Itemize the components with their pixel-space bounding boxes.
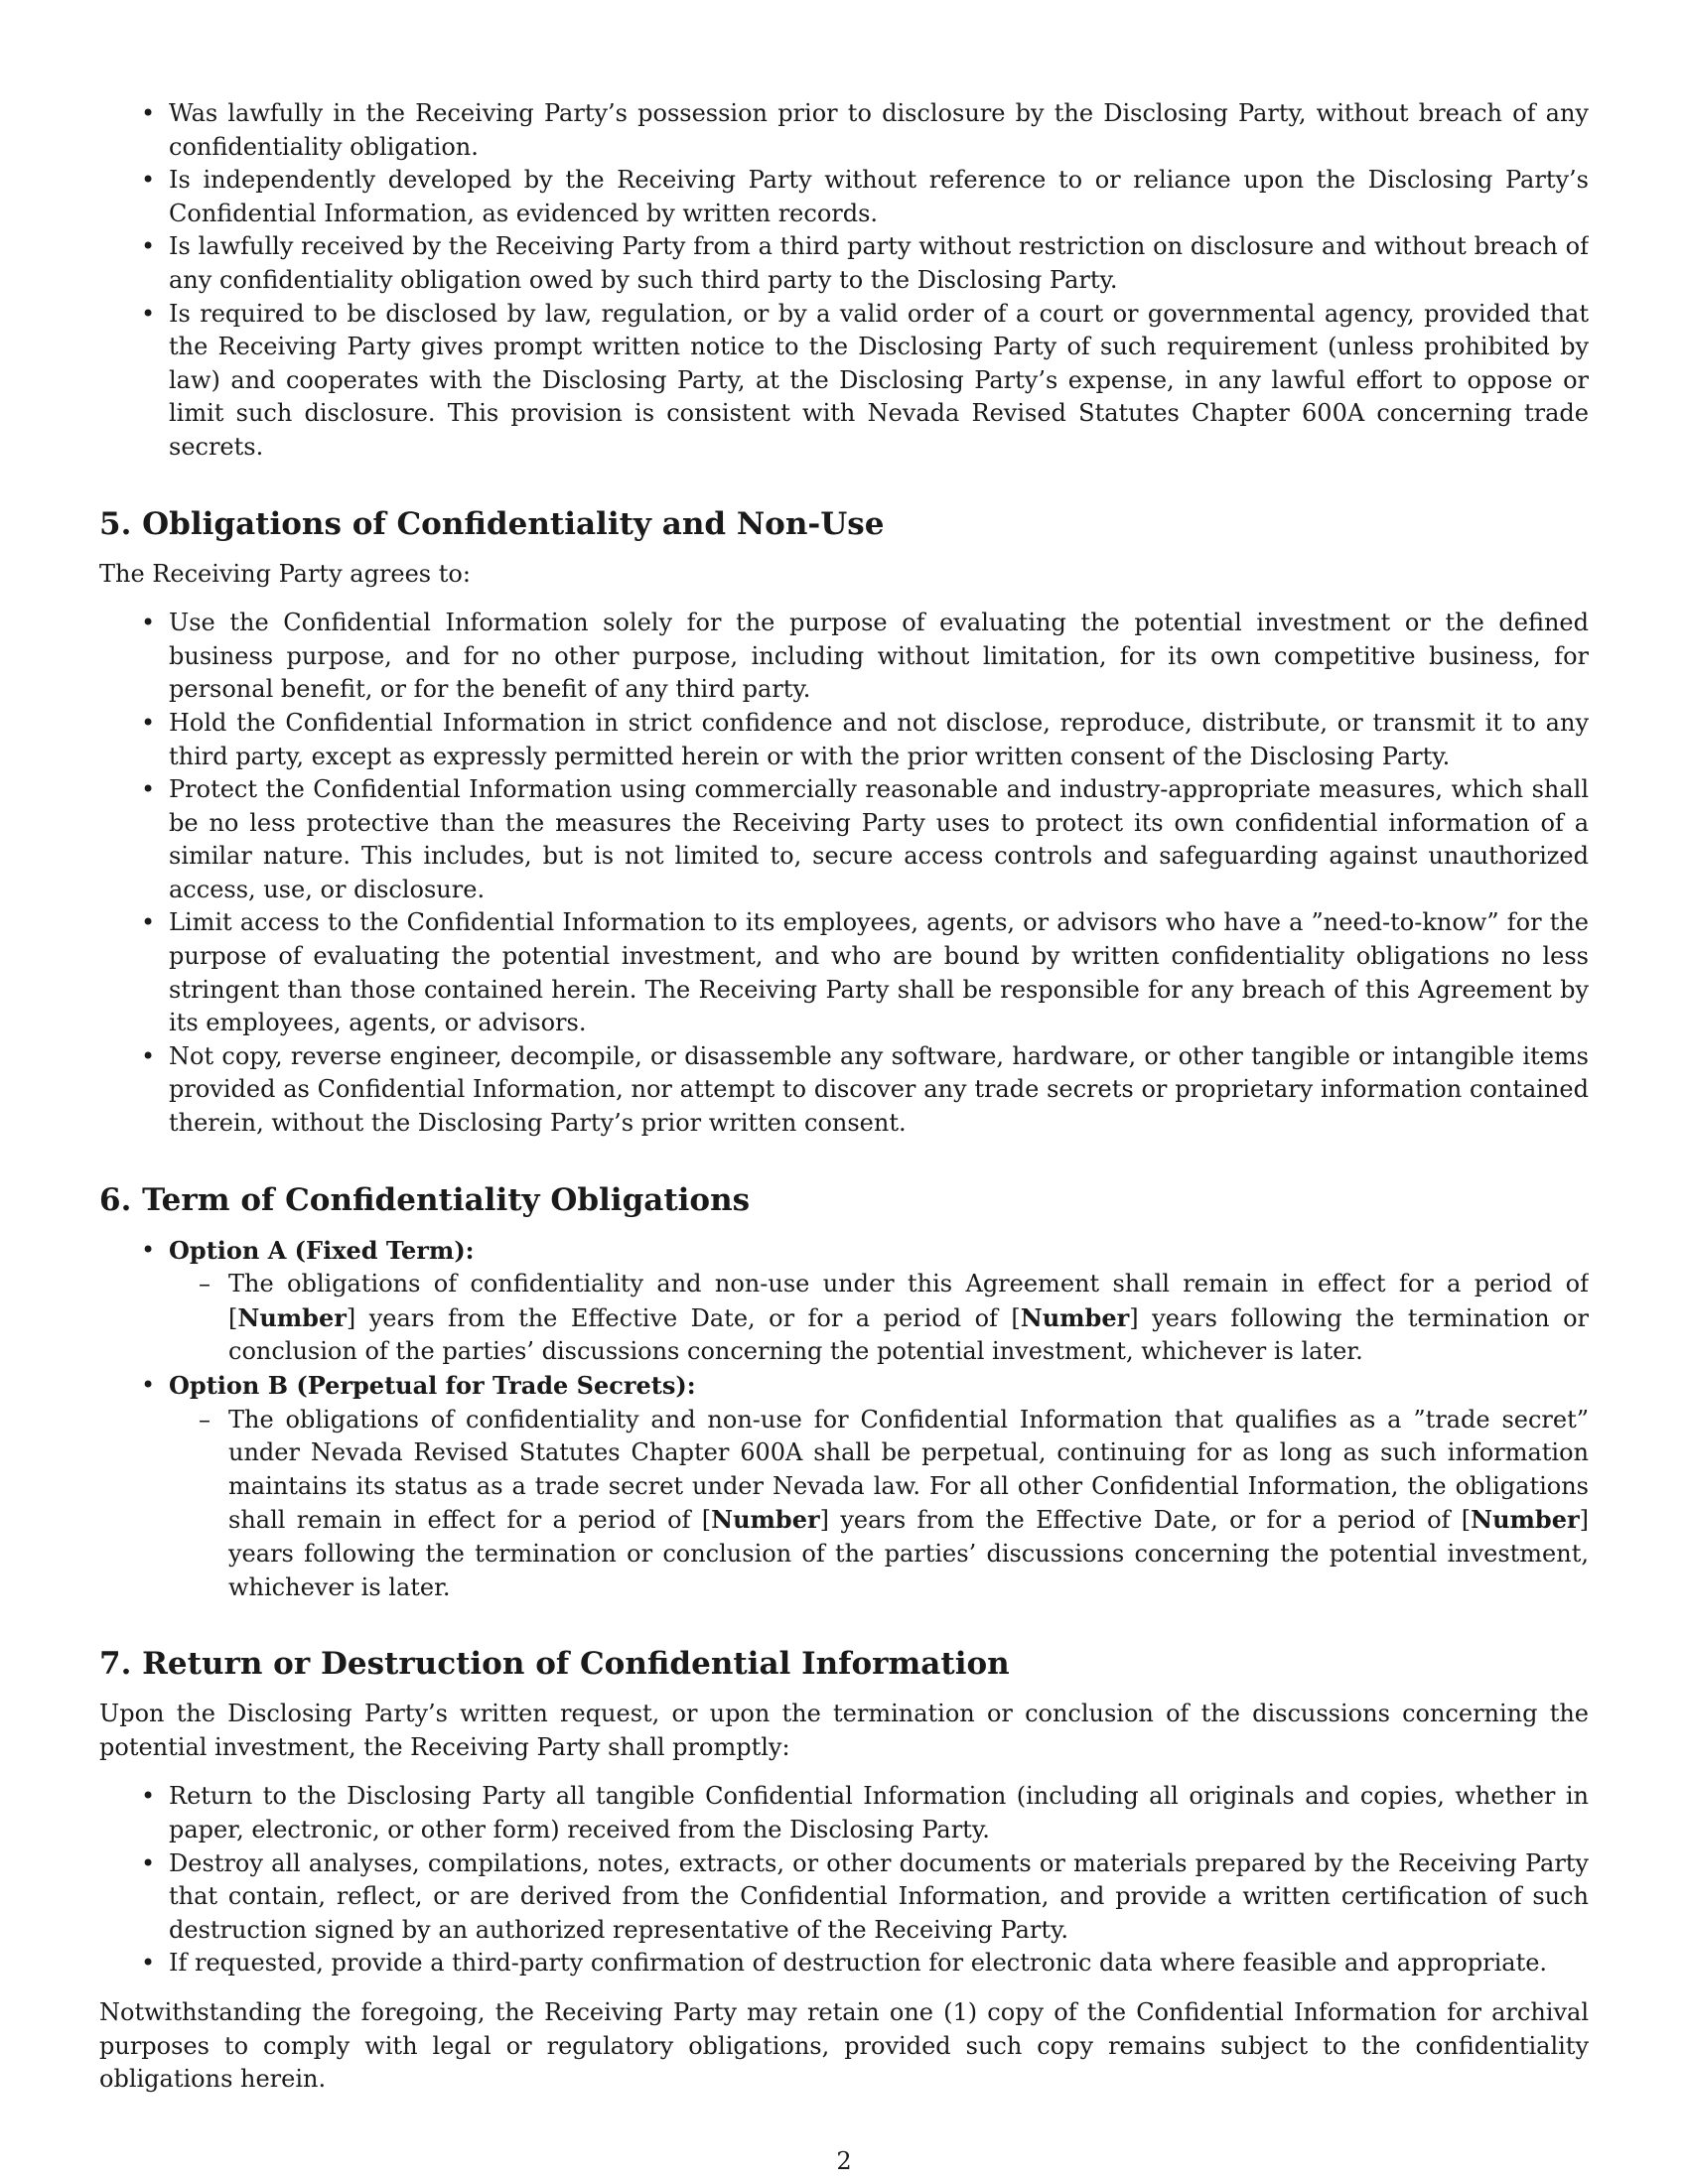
option-b-text	[228, 1404, 1589, 1605]
list-item: • Is independently developed by the Receiving Party without reference to or reliance upon the Disclosing Party’s Confidential Information, as evidenced by written records.	[169, 164, 1589, 230]
list-item: • Protect the Confidential Information using commercially reasonable and industry-appropriate measures, which shall be no less protective than the measures the Receiving Party uses to protect its own confidential information of a similar nature. This includes, but is not limited to, secure access controls and safeguarding against unauthorized access, use, or disclosure.	[169, 773, 1589, 906]
list-item: • Use the Confidential Information solely for the purpose of evaluating the potential investment or the defined business purpose, and for no other purpose, including without limitation, for its own competitive business, for personal benefit, or for the benefit of any third party.	[169, 607, 1589, 707]
option-a-text-3: ] years following the termination or conclusion of the parties’ discussions concerning the potential investment, whichever is later.	[228, 1303, 1589, 1366]
option-b	[169, 1369, 1589, 1604]
option-a-details	[169, 1268, 1589, 1369]
number-placeholder: Number	[711, 1505, 820, 1535]
number-placeholder: Number	[237, 1302, 347, 1332]
list-item: • Limit access to the Confidential Information to its employees, agents, or advisors who have a ”need-to-know” for the purpose of evaluating the potential investment, and who are bound by written confidentiality obligations no less stringent than those contained herein. The Receiving Party shall be responsible for any breach of this Agreement by its employees, agents, or advisors.	[169, 906, 1589, 1039]
section-6-heading: 6. Term of Confidentiality Obligations	[99, 1181, 751, 1218]
option-b-text-3: ] years following the termination or conclusion of the parties’ discussions concerning the potential investment, whichever is later.	[228, 1506, 1589, 1601]
section-7-list	[99, 1780, 1589, 1980]
list-item: • Destroy all analyses, compilations, notes, extracts, or other documents or materials prepared by the Receiving Party that contain, reflect, or are derived from the Confidential Information, and provide a written certification of such destruction signed by an authorized representative of the Receiving Party.	[169, 1847, 1589, 1948]
number-placeholder: Number	[1020, 1302, 1130, 1332]
document-page	[99, 97, 1589, 2122]
section-5-intro: The Receiving Party agrees to:	[99, 559, 471, 588]
option-b-label: Option B (Perpetual for Trade Secrets):	[169, 1371, 696, 1400]
list-item: • If requested, provide a third-party confirmation of destruction for electronic data where feasible and appropriate.	[169, 1947, 1589, 1980]
list-item: • Is lawfully received by the Receiving Party from a third party without restriction on disclosure and without breach of any confidentiality obligation owed by such third party to the Disclosing Party.	[169, 230, 1589, 297]
list-item: • Return to the Disclosing Party all tangible Confidential Information (including all originals and copies, whether in paper, electronic, or other form) received from the Disclosing Party.	[169, 1780, 1589, 1846]
page-number: 2	[836, 2147, 852, 2175]
option-b-text-1: The obligations of confidentiality and non-use for Confidential Information that qualifies as a ”trade secret” under Nevada Revised Statutes Chapter 600A shall be perpetual, continuing for as long as such information maintains its status as a trade secret under Nevada law. For all other Confidential Information, the obligations shall remain in effect for a period of [	[228, 1405, 1589, 1535]
section-7-intro: Upon the Disclosing Party’s written request, or upon the termination or conclusion of the discussions concerning the potential investment, the Receiving Party shall promptly:	[99, 1700, 1589, 1761]
section-5-list	[99, 607, 1589, 1141]
section-7-heading: 7. Return or Destruction of Confidential Information	[99, 1646, 1010, 1683]
option-a-text-1: The obligations of confidentiality and non-use under this Agreement shall remain in effect for a period of [	[228, 1270, 1589, 1332]
section-5-heading: 5. Obligations of Confidentiality and Non-Use	[99, 505, 885, 542]
list-item: • Was lawfully in the Receiving Party’s possession prior to disclosure by the Disclosing Party, without breach of any confidentiality obligation.	[169, 97, 1589, 164]
section-7-closing: Notwithstanding the foregoing, the Receiving Party may retain one (1) copy of the Confidential Information for archival purposes to comply with legal or regulatory obligations, provided such copy remains subject to the confidentiality obligations herein.	[99, 1997, 1589, 2094]
option-a	[169, 1234, 1589, 1369]
number-placeholder: Number	[1471, 1505, 1580, 1535]
option-a-text	[228, 1268, 1589, 1369]
option-b-details	[169, 1404, 1589, 1605]
option-a-text-2: ] years from the Effective Date, or for a period of [	[346, 1303, 1021, 1332]
option-a-label: Option A (Fixed Term):	[169, 1235, 475, 1265]
list-item: • Is required to be disclosed by law, regulation, or by a valid order of a court or governmental agency, provided that the Receiving Party gives prompt written notice to the Disclosing Party of such requirement (unless prohibited by law) and cooperates with the Disclosing Party, at the Disclosing Party’s expense, in any lawful effort to oppose or limit such disclosure. This provision is consistent with Nevada Revised Statutes Chapter 600A concerning trade secrets.	[169, 298, 1589, 465]
section-6-options	[99, 1234, 1589, 1605]
list-item: • Hold the Confidential Information in strict confidence and not disclose, reproduce, distribute, or transmit it to any third party, except as expressly permitted herein or with the prior written consent of the Disclosing Party.	[169, 707, 1589, 773]
list-item: • Not copy, reverse engineer, decompile, or disassemble any software, hardware, or other tangible or intangible items provided as Confidential Information, nor attempt to discover any trade secrets or proprietary information contained therein, without the Disclosing Party’s prior written consent.	[169, 1040, 1589, 1141]
option-b-text-2: ] years from the Effective Date, or for a period of [	[819, 1506, 1472, 1535]
exclusions-list	[99, 97, 1589, 465]
